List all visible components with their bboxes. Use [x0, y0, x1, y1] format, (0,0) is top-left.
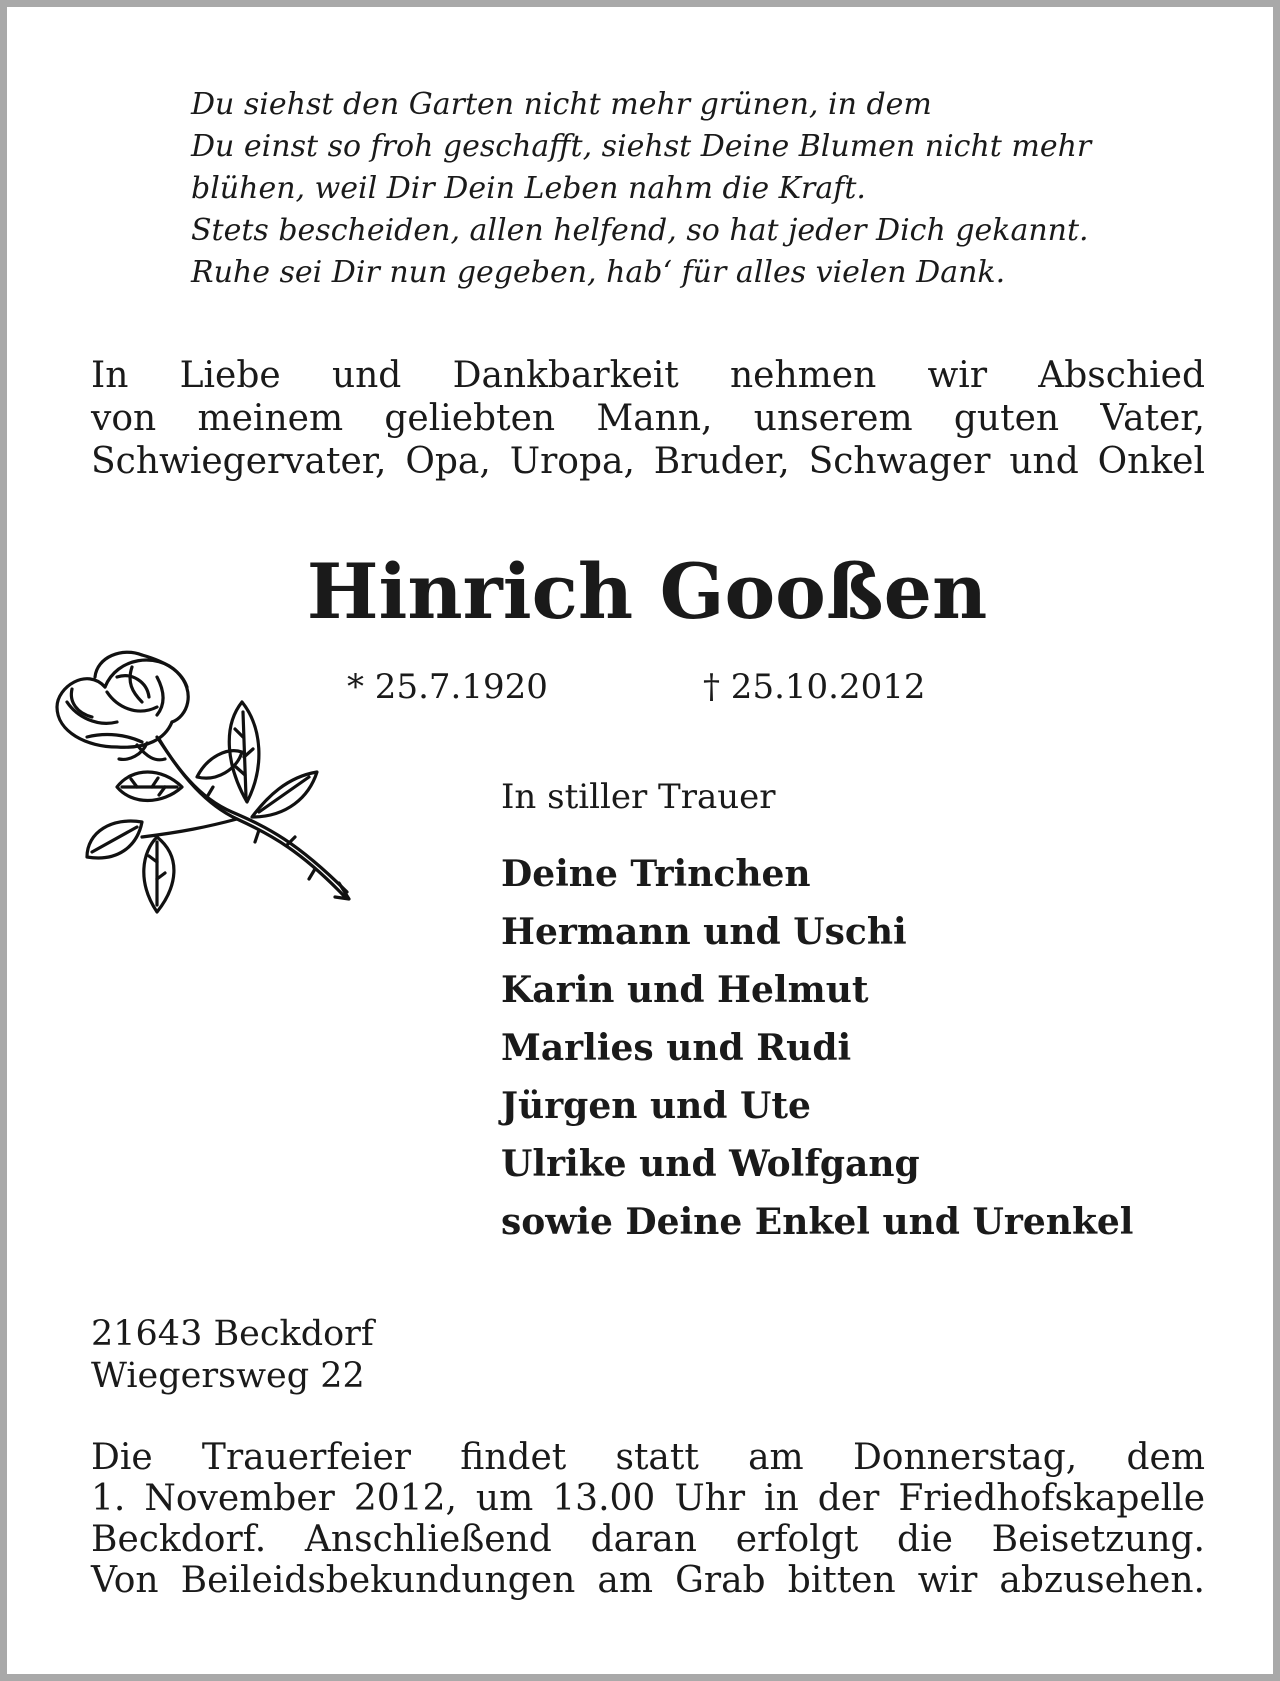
funeral-line: Von Beileidsbekundungen am Grab bitten wir abzusehen.: [91, 1560, 1205, 1601]
deceased-name: Hinrich Gooßen: [306, 547, 988, 636]
intro-line: In Liebe und Dankbarkeit nehmen wir Abschied: [91, 355, 1205, 396]
birth-date: * 25.7.1920: [347, 667, 548, 707]
farewell-intro: [91, 354, 1205, 483]
poem-line: Ruhe sei Dir nun gegeben, hab‘ für alles vielen Dank.: [191, 255, 1006, 290]
intro-line: Schwiegervater, Opa, Uropa, Bruder, Schwager und Onkel: [91, 441, 1205, 482]
death-date: † 25.10.2012: [703, 667, 926, 707]
mourner-name: sowie Deine Enkel und Urenkel: [501, 1201, 1134, 1243]
mourner-name: Ulrike und Wolfgang: [501, 1143, 920, 1185]
mourner-list: [501, 845, 1133, 1251]
funeral-line: Die Trauerfeier findet statt am Donnerstag, dem: [91, 1437, 1205, 1478]
funeral-line: 1. November 2012, um 13.00 Uhr in der Friedhofskapelle: [91, 1478, 1205, 1519]
mourning-label: In stiller Trauer: [501, 777, 776, 817]
poem-line: Du siehst den Garten nicht mehr grünen, in dem: [191, 87, 932, 122]
poem-line: Stets bescheiden, allen helfend, so hat jeder Dich gekannt.: [191, 213, 1089, 248]
memorial-poem: [191, 84, 1231, 294]
funeral-line: Beckdorf. Anschließend daran erfolgt die Beisetzung.: [91, 1519, 1205, 1560]
mourner-name: Jürgen und Ute: [501, 1085, 811, 1127]
rose-icon: [47, 647, 357, 937]
mourner-name: Karin und Helmut: [501, 969, 869, 1011]
address-street: Wiegersweg 22: [91, 1356, 365, 1396]
funeral-notice: [91, 1437, 1205, 1601]
mourner-name: Marlies und Rudi: [501, 1027, 852, 1069]
mourner-name: Hermann und Uschi: [501, 911, 907, 953]
poem-line: blühen, weil Dir Dein Leben nahm die Kraft.: [191, 171, 866, 206]
poem-line: Du einst so froh geschafft, siehst Deine Blumen nicht mehr: [191, 129, 1092, 164]
family-address: [91, 1313, 374, 1397]
intro-line: von meinem geliebten Mann, unserem guten Vater,: [91, 398, 1205, 439]
mourner-name: Deine Trinchen: [501, 853, 811, 895]
address-city: 21643 Beckdorf: [91, 1314, 374, 1354]
